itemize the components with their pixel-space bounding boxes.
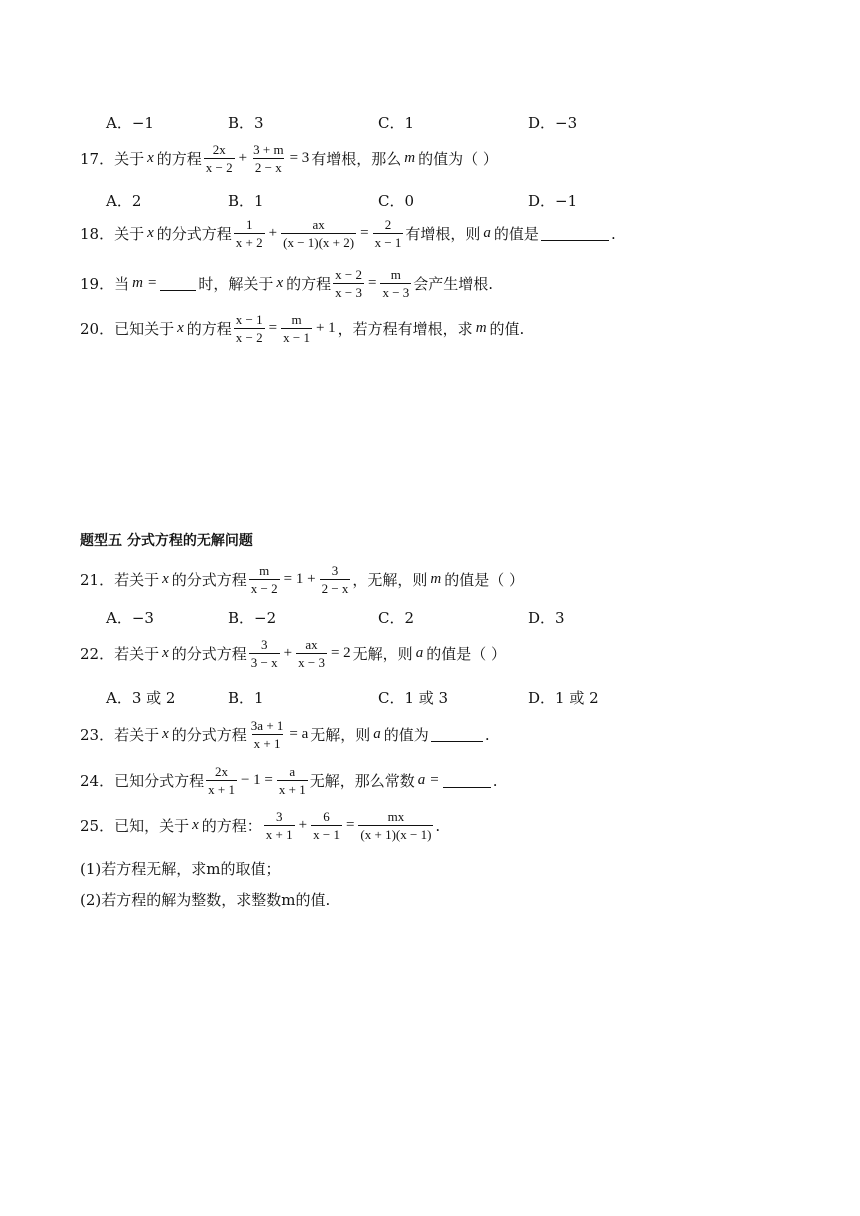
q24-text: 无解，那么常数 — [309, 772, 415, 790]
question-24 — [80, 764, 497, 797]
numerator: a — [289, 764, 296, 779]
section-title: 题型五 分式方程的无解问题 — [80, 533, 253, 549]
q16-option-d: D．−3 — [528, 114, 578, 132]
q21-text: 的值是（ ） — [444, 571, 525, 589]
equals: = — [147, 275, 157, 291]
q20-text: 的方程 — [186, 320, 232, 338]
equals: = — [268, 320, 278, 336]
q22-text: 若关于 — [114, 645, 160, 663]
q20-text: 的值. — [489, 320, 525, 338]
numerator: m — [390, 267, 401, 282]
q19-fraction-1 — [333, 267, 364, 300]
q20-text: ，若方程有增根，求 — [337, 320, 473, 338]
period: . — [610, 224, 616, 243]
q21-option-a: A．−3 — [106, 609, 154, 627]
denominator: x − 1 — [283, 330, 310, 345]
q18-fraction-3 — [373, 217, 404, 250]
numerator: 3a + 1 — [250, 718, 284, 733]
equals: = a — [289, 726, 309, 742]
equals: = 1 + — [283, 571, 316, 587]
q19-text: 当 — [114, 275, 130, 293]
denominator: x − 3 — [335, 285, 362, 300]
denominator: x + 2 — [235, 235, 263, 250]
q23-text: 无解，则 — [310, 726, 371, 744]
q18-text: 有增根，则 — [405, 225, 481, 243]
equals: = — [430, 772, 439, 788]
q24-fraction-2 — [277, 764, 308, 797]
q19-answer-blank[interactable] — [160, 276, 196, 291]
q18-var: x — [147, 225, 154, 241]
equals: = 2 — [330, 645, 351, 661]
q22-option-a: A．3 或 2 — [106, 689, 176, 707]
q18-var-a: a — [483, 225, 491, 241]
q25-text: 已知，关于 — [114, 817, 190, 835]
q21-var-m: m — [430, 571, 442, 587]
question-25 — [80, 809, 440, 842]
period: . — [492, 771, 498, 790]
denominator: x − 2 — [205, 160, 233, 175]
equals: = — [345, 817, 355, 833]
q24-fraction-1 — [206, 764, 237, 797]
q23-fraction-1 — [249, 718, 286, 751]
q22-var-a: a — [415, 645, 424, 661]
period: . — [484, 725, 490, 744]
q24-answer-blank[interactable] — [443, 773, 491, 788]
denominator: 2 − x — [254, 160, 282, 175]
q22-text: 无解，则 — [352, 645, 413, 663]
q22-var: x — [162, 645, 169, 661]
q19-fraction-2 — [380, 267, 411, 300]
q22-fraction-1 — [249, 637, 280, 670]
equals: = — [360, 225, 369, 241]
question-17 — [80, 142, 498, 175]
question-18 — [80, 217, 616, 250]
minus-one-equals: − 1 = — [240, 772, 273, 788]
q18-answer-blank[interactable] — [541, 226, 609, 241]
q20-fraction-1 — [234, 312, 265, 345]
denominator: x − 3 — [298, 655, 325, 670]
denominator: (x − 1)(x + 2) — [283, 235, 355, 250]
denominator: x + 1 — [208, 782, 235, 797]
q21-fraction-2 — [320, 563, 351, 596]
q25-part-1: (1)若方程无解，求m的取值； — [80, 860, 281, 878]
numerator: 2x — [215, 764, 229, 779]
q17-text: 有增根，那么 — [311, 150, 402, 168]
q16-option-c: C．1 — [378, 114, 415, 132]
q20-text: 已知关于 — [114, 320, 175, 338]
q21-option-c: C．2 — [378, 609, 415, 627]
q17-text: 的值为（ ） — [418, 150, 498, 168]
q19-number: 19． — [80, 275, 115, 293]
numerator: m — [259, 563, 270, 578]
q17-text: 关于 — [114, 150, 145, 168]
q22-number: 22． — [80, 645, 115, 663]
q17-option-a: A．2 — [106, 192, 142, 210]
q17-var-m: m — [404, 150, 416, 166]
q17-option-c: C．0 — [378, 192, 415, 210]
denominator: x − 2 — [235, 330, 263, 345]
numerator: 2x — [212, 142, 226, 157]
denominator: x + 1 — [253, 736, 281, 751]
q20-var-m: m — [475, 320, 487, 336]
q25-var: x — [192, 817, 199, 833]
q20-fraction-2 — [281, 312, 312, 345]
numerator: m — [291, 312, 302, 327]
denominator: x − 1 — [313, 827, 340, 842]
q22-option-c: C．1 或 3 — [378, 689, 449, 707]
denominator: x + 1 — [265, 827, 293, 842]
q25-part-2: (2)若方程的解为整数，求整数m的值. — [80, 891, 331, 909]
numerator: mx — [387, 809, 405, 824]
equals: = 3 — [289, 150, 310, 166]
q22-option-b: B．1 — [228, 689, 264, 707]
denominator: x − 1 — [374, 235, 402, 250]
q21-option-d: D．3 — [528, 609, 565, 627]
numerator: ax — [312, 217, 325, 232]
q19-var-m: m — [132, 275, 143, 291]
q21-var: x — [162, 571, 169, 587]
q21-text: 的分式方程 — [171, 571, 247, 589]
q21-number: 21． — [80, 571, 115, 589]
q18-text: 的分式方程 — [156, 225, 232, 243]
q22-fraction-2 — [296, 637, 327, 670]
plus-sign: + — [283, 645, 293, 661]
numerator: x − 1 — [235, 312, 263, 327]
denominator: 2 − x — [321, 581, 349, 596]
q18-number: 18． — [80, 225, 115, 243]
numerator: x − 2 — [335, 267, 362, 282]
q24-text: 已知分式方程 — [114, 772, 205, 790]
q24-var-a: a — [417, 772, 426, 788]
q23-var: x — [162, 726, 169, 742]
question-22 — [80, 637, 506, 670]
q17-option-d: D．−1 — [528, 192, 578, 210]
q21-option-b: B．−2 — [228, 609, 277, 627]
q19-var: x — [276, 275, 284, 291]
numerator: 3 — [275, 809, 283, 824]
q18-fraction-1 — [234, 217, 265, 250]
q23-text: 的值为 — [383, 726, 429, 744]
q22-option-d: D．1 或 2 — [528, 689, 599, 707]
denominator: (x + 1)(x − 1) — [360, 827, 432, 842]
numerator: 3 — [260, 637, 268, 652]
plus-sign: + — [238, 150, 248, 166]
q19-text: 时，解关于 — [198, 275, 274, 293]
q25-number: 25． — [80, 817, 115, 835]
q23-number: 23． — [80, 726, 115, 744]
q25-fraction-3 — [358, 809, 433, 842]
q23-answer-blank[interactable] — [431, 727, 483, 742]
q24-number: 24． — [80, 772, 115, 790]
question-20 — [80, 312, 524, 345]
q22-text: 的分式方程 — [171, 645, 247, 663]
q17-fraction-2 — [251, 142, 285, 175]
q17-var: x — [147, 150, 154, 166]
q16-option-a: A．−1 — [106, 114, 154, 132]
numerator: 6 — [323, 809, 330, 824]
q16-option-b: B．3 — [228, 114, 264, 132]
denominator: x − 2 — [250, 581, 278, 596]
numerator: 3 + m — [253, 142, 284, 157]
question-21 — [80, 563, 524, 596]
q19-text: 会产生增根. — [413, 275, 494, 293]
q22-text: 的值是（ ） — [426, 645, 506, 663]
q19-text: 的方程 — [286, 275, 332, 293]
q23-var-a: a — [373, 726, 381, 742]
q17-option-b: B．1 — [228, 192, 264, 210]
question-23 — [80, 718, 490, 751]
numerator: 3 — [331, 563, 339, 578]
q25-text: 的方程： — [201, 817, 262, 835]
numerator: ax — [305, 637, 318, 652]
q18-text: 关于 — [114, 225, 145, 243]
q20-var: x — [177, 320, 184, 336]
plus-sign: + — [298, 817, 308, 833]
denominator: x − 3 — [382, 285, 410, 300]
denominator: x + 1 — [278, 782, 306, 797]
period: . — [435, 816, 441, 835]
q17-number: 17． — [80, 150, 115, 168]
q17-fraction-1 — [204, 142, 235, 175]
q23-text: 的分式方程 — [171, 726, 247, 744]
q18-fraction-2 — [281, 217, 356, 250]
q17-text: 的方程 — [156, 150, 202, 168]
q25-fraction-2 — [311, 809, 342, 842]
q23-text: 若关于 — [114, 726, 160, 744]
plus-sign: + — [268, 225, 278, 241]
q18-text: 的值是 — [493, 225, 539, 243]
plus-one: + 1 — [315, 320, 336, 336]
q21-fraction-1 — [249, 563, 280, 596]
numerator: 2 — [384, 217, 392, 232]
equals: = — [367, 275, 377, 291]
q21-text: 若关于 — [114, 571, 160, 589]
denominator: 3 − x — [250, 655, 278, 670]
numerator: 1 — [245, 217, 253, 232]
q25-fraction-1 — [264, 809, 295, 842]
q20-number: 20． — [80, 320, 115, 338]
q21-text: ，无解，则 — [352, 571, 428, 589]
question-19 — [80, 267, 493, 300]
